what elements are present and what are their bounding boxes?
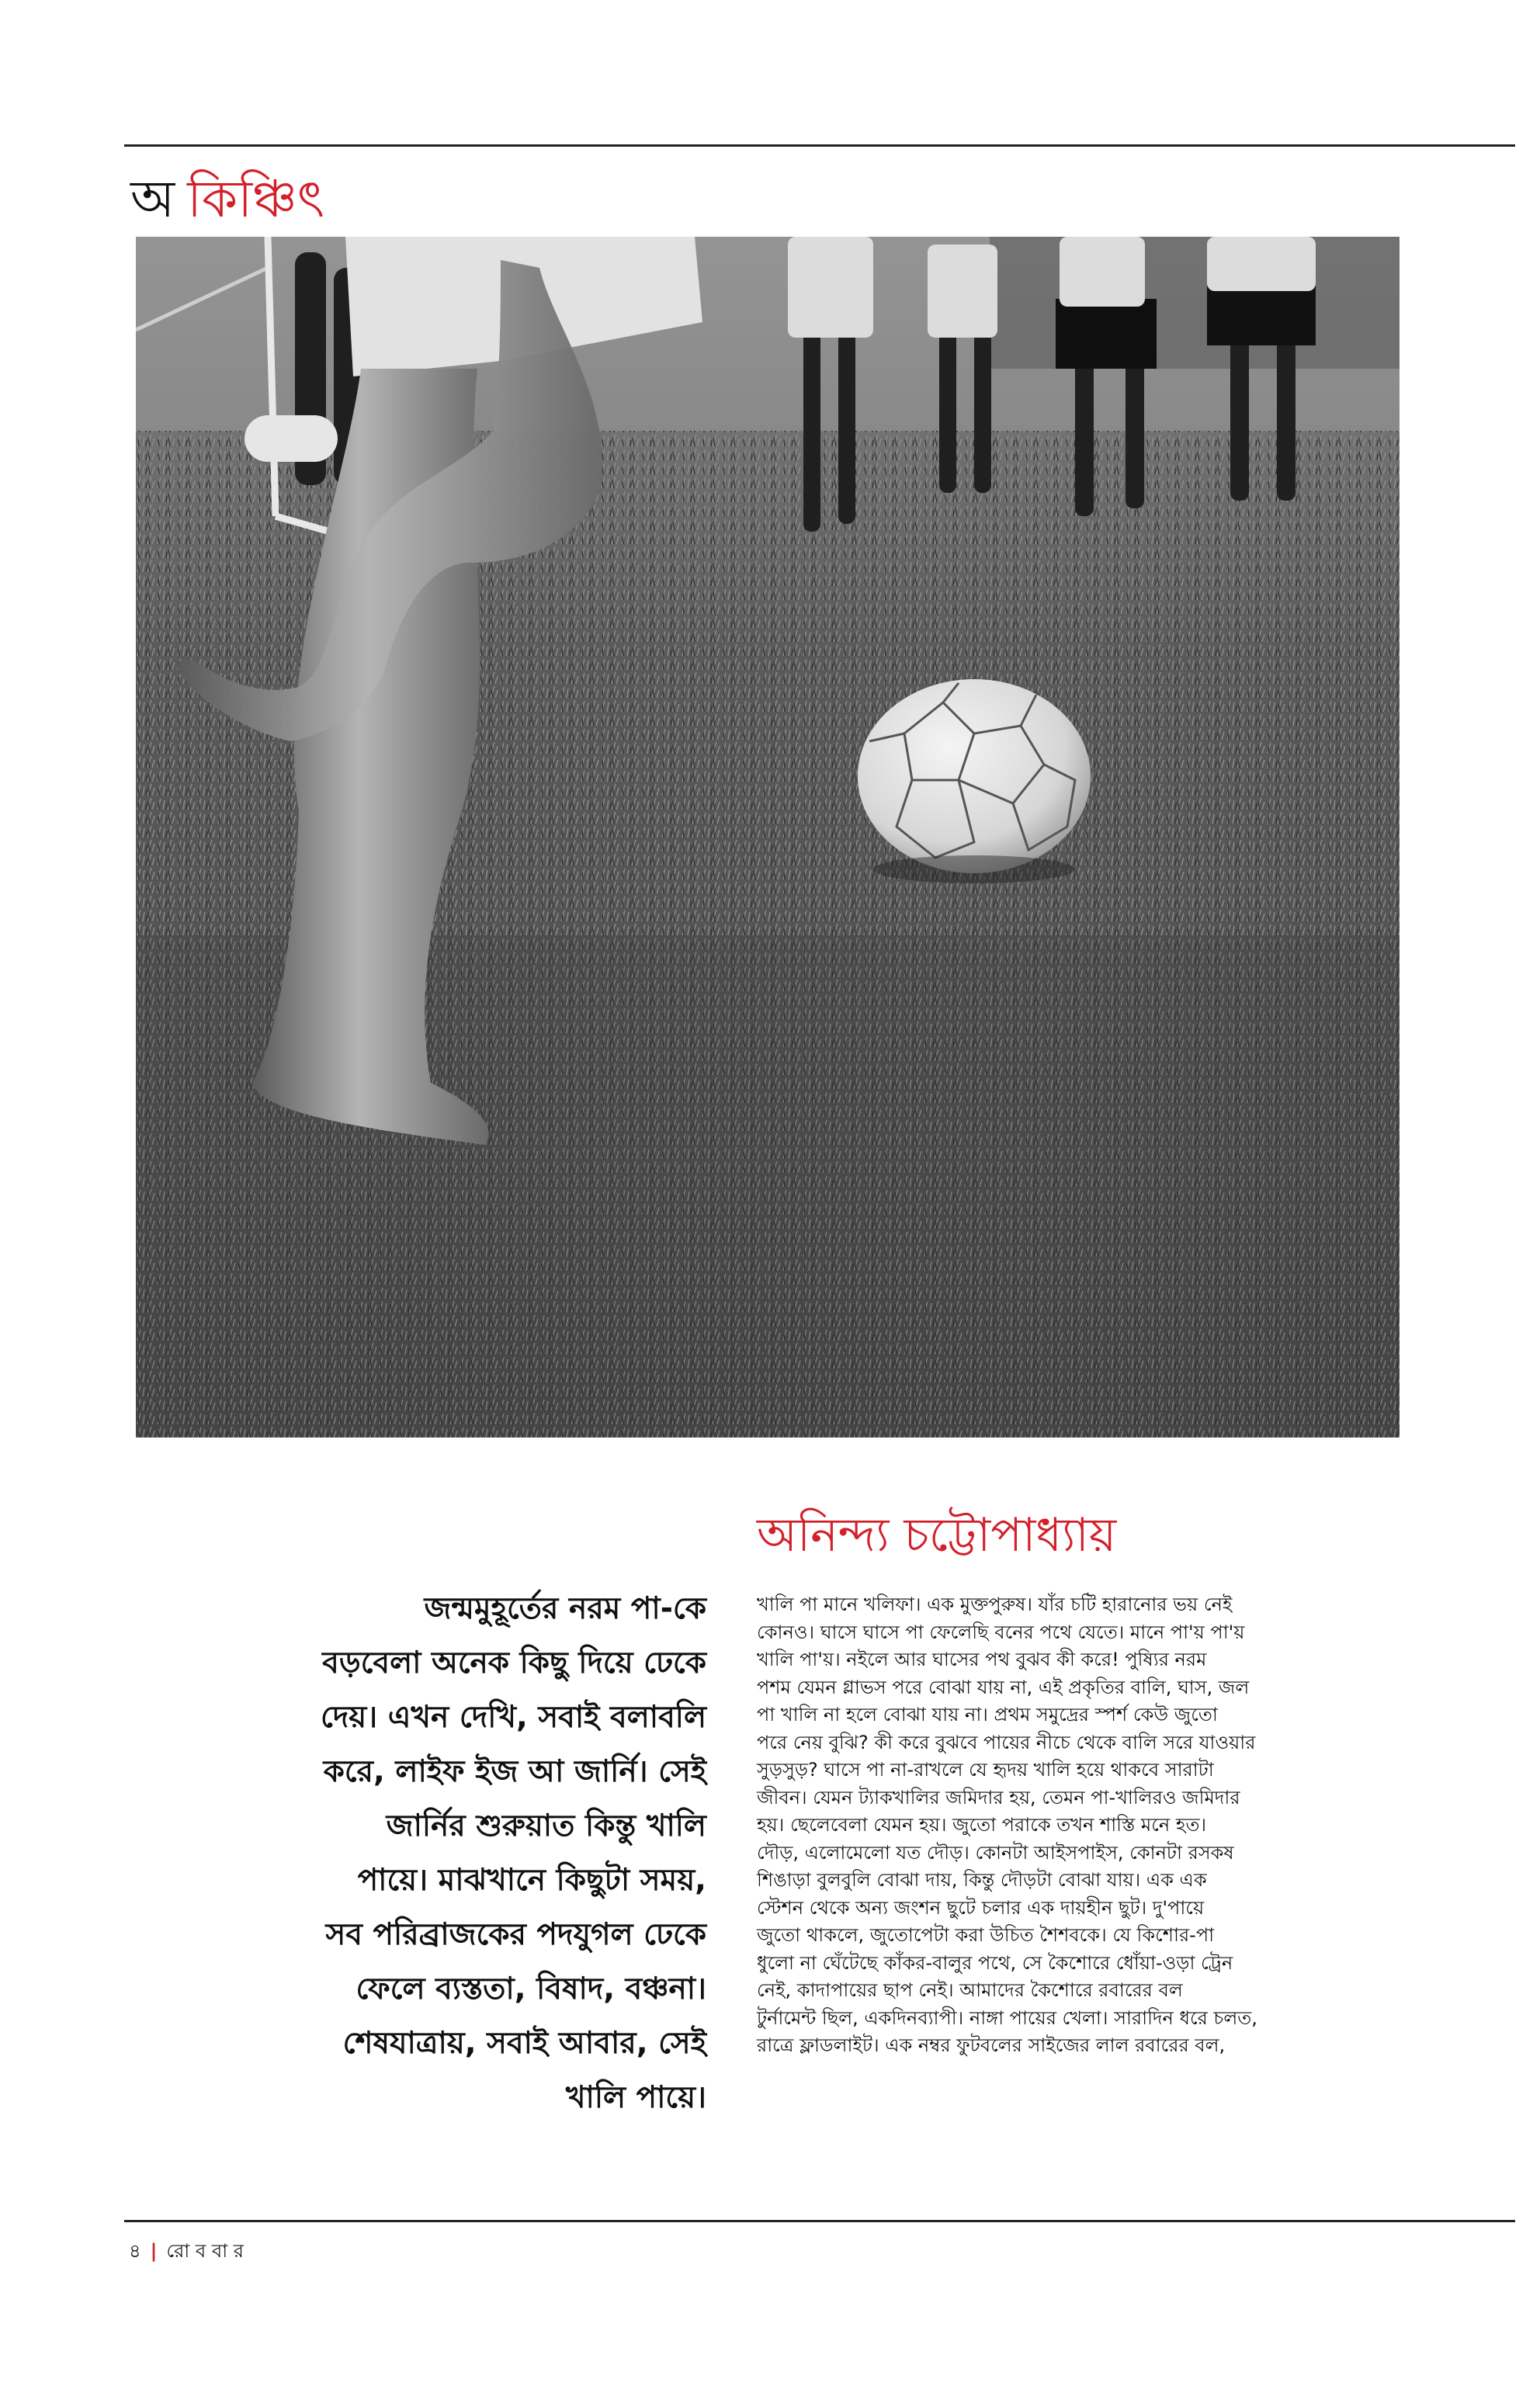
top-rule <box>124 144 1515 147</box>
pull-quote-line: সব পরিব্রাজকের পদযুগল ঢেকে <box>325 1917 706 1952</box>
body-line: নেই, কাদাপায়ের ছাপ নেই। আমাদের কৈশোরে রবারের বল <box>757 1979 1183 2001</box>
publication-name: রো ব বা র <box>166 2240 245 2262</box>
body-line: কোনও। ঘাসে ঘাসে পা ফেলেছি বনের পথে যেতে। মানে পা'য় পা'য় <box>757 1621 1245 1643</box>
footer-separator: | <box>150 2240 158 2262</box>
section-name: কিঞ্চিৎ <box>187 169 325 229</box>
body-line: সুড়সুড়? ঘাসে পা না-রাখলে যে হৃদয় খালি হয়ে থাকবে সারাটা <box>757 1759 1214 1781</box>
pull-quote-line: বড়বেলা অনেক কিছু দিয়ে ঢেকে <box>322 1646 706 1680</box>
page-number: ৪ <box>129 2240 141 2262</box>
article-body <box>757 1591 1424 2060</box>
body-line: খালি পা মানে খলিফা। এক মুক্তপুরুষ। যাঁর চটি হারানোর ভয় নেই <box>757 1594 1233 1615</box>
author-byline: অনিন্দ্য চট্টোপাধ্যায় <box>757 1508 1117 1562</box>
body-line: শিঙাড়া বুলবুলি বোঝা দায়, কিন্তু দৌড়টা বোঝা যায়। এক এক <box>757 1869 1207 1891</box>
page-footer <box>129 2238 244 2264</box>
body-line: জুতো থাকলে, জুতোপেটা করা উচিত শৈশবকে। যে কিশোর-পা <box>757 1924 1215 1946</box>
pull-quote-line: করে, লাইফ ইজ আ জার্নি। সেই <box>323 1754 706 1789</box>
body-line: টুর্নামেন্ট ছিল, একদিনব্যাপী। নাঙ্গা পায়ের খেলা। সারাদিন ধরে চলত, <box>757 2006 1257 2029</box>
section-prefix: অ <box>130 169 175 229</box>
bottom-rule <box>124 2220 1515 2222</box>
pull-quote <box>167 1582 706 2125</box>
body-line: পরে নেয় বুঝি? কী করে বুঝবে পায়ের নীচে থেকে বালি সরে যাওয়ার <box>757 1731 1256 1753</box>
pull-quote-line: শেষযাত্রায়, সবাই আবার, সেই <box>342 2026 706 2061</box>
football-image <box>136 237 1400 1438</box>
body-line: জীবন। যেমন ট্যাকখালির জমিদার হয়, তেমন পা-খালিরও জমিদার <box>757 1786 1240 1809</box>
pull-quote-line: দেয়। এখন দেখি, সবাই বলাবলি <box>320 1700 706 1735</box>
body-line: রাত্রে ফ্লাডলাইট। এক নম্বর ফুটবলের সাইজের লাল রবারের বল, <box>757 2034 1226 2056</box>
body-line: পা খালি না হলে বোঝা যায় না। প্রথম সমুদ্রের স্পর্শ কেউ জুতো <box>757 1704 1218 1725</box>
body-line: খালি পা'য়। নইলে আর ঘাসের পথ বুঝব কী করে! পুষ্যির নরম <box>757 1649 1207 1670</box>
body-line: পশম যেমন গ্লাভস পরে বোঝা যায় না, এই প্রকৃতির বালি, ঘাস, জল <box>757 1676 1250 1698</box>
body-line: ধুলো না ঘেঁটেছে কাঁকর-বালুর পথে, সে কৈশোরে ধোঁয়া-ওড়া ট্রেন <box>757 1951 1233 1974</box>
pull-quote-line: খালি পায়ে। <box>565 2080 706 2115</box>
pull-quote-line: পায়ে। মাঝখানে কিছুটা সময়, <box>357 1863 706 1898</box>
pull-quote-line: জার্নির শুরুয়াত কিন্তু খালি <box>386 1809 706 1843</box>
body-line: দৌড়, এলোমেলো যত দৌড়। কোনটা আইসপাইস, কোনটা রসকষ <box>757 1841 1234 1864</box>
pull-quote-line: ফেলে ব্যস্ততা, বিষাদ, বঞ্চনা। <box>356 1972 706 2006</box>
body-line: হয়। ছেলেবেলা যেমন হয়। জুতো পরাকে তখন শাস্তি মনে হত। <box>757 1814 1207 1836</box>
body-line: স্টেশন থেকে অন্য জংশন ছুটে চলার এক দায়হীন ছুট। দু'পায়ে <box>757 1896 1205 1919</box>
football-photo <box>136 237 1400 1438</box>
pull-quote-line: জন্মমুহূর্তের নরম পা-কে <box>424 1591 706 1626</box>
section-header <box>130 165 324 234</box>
